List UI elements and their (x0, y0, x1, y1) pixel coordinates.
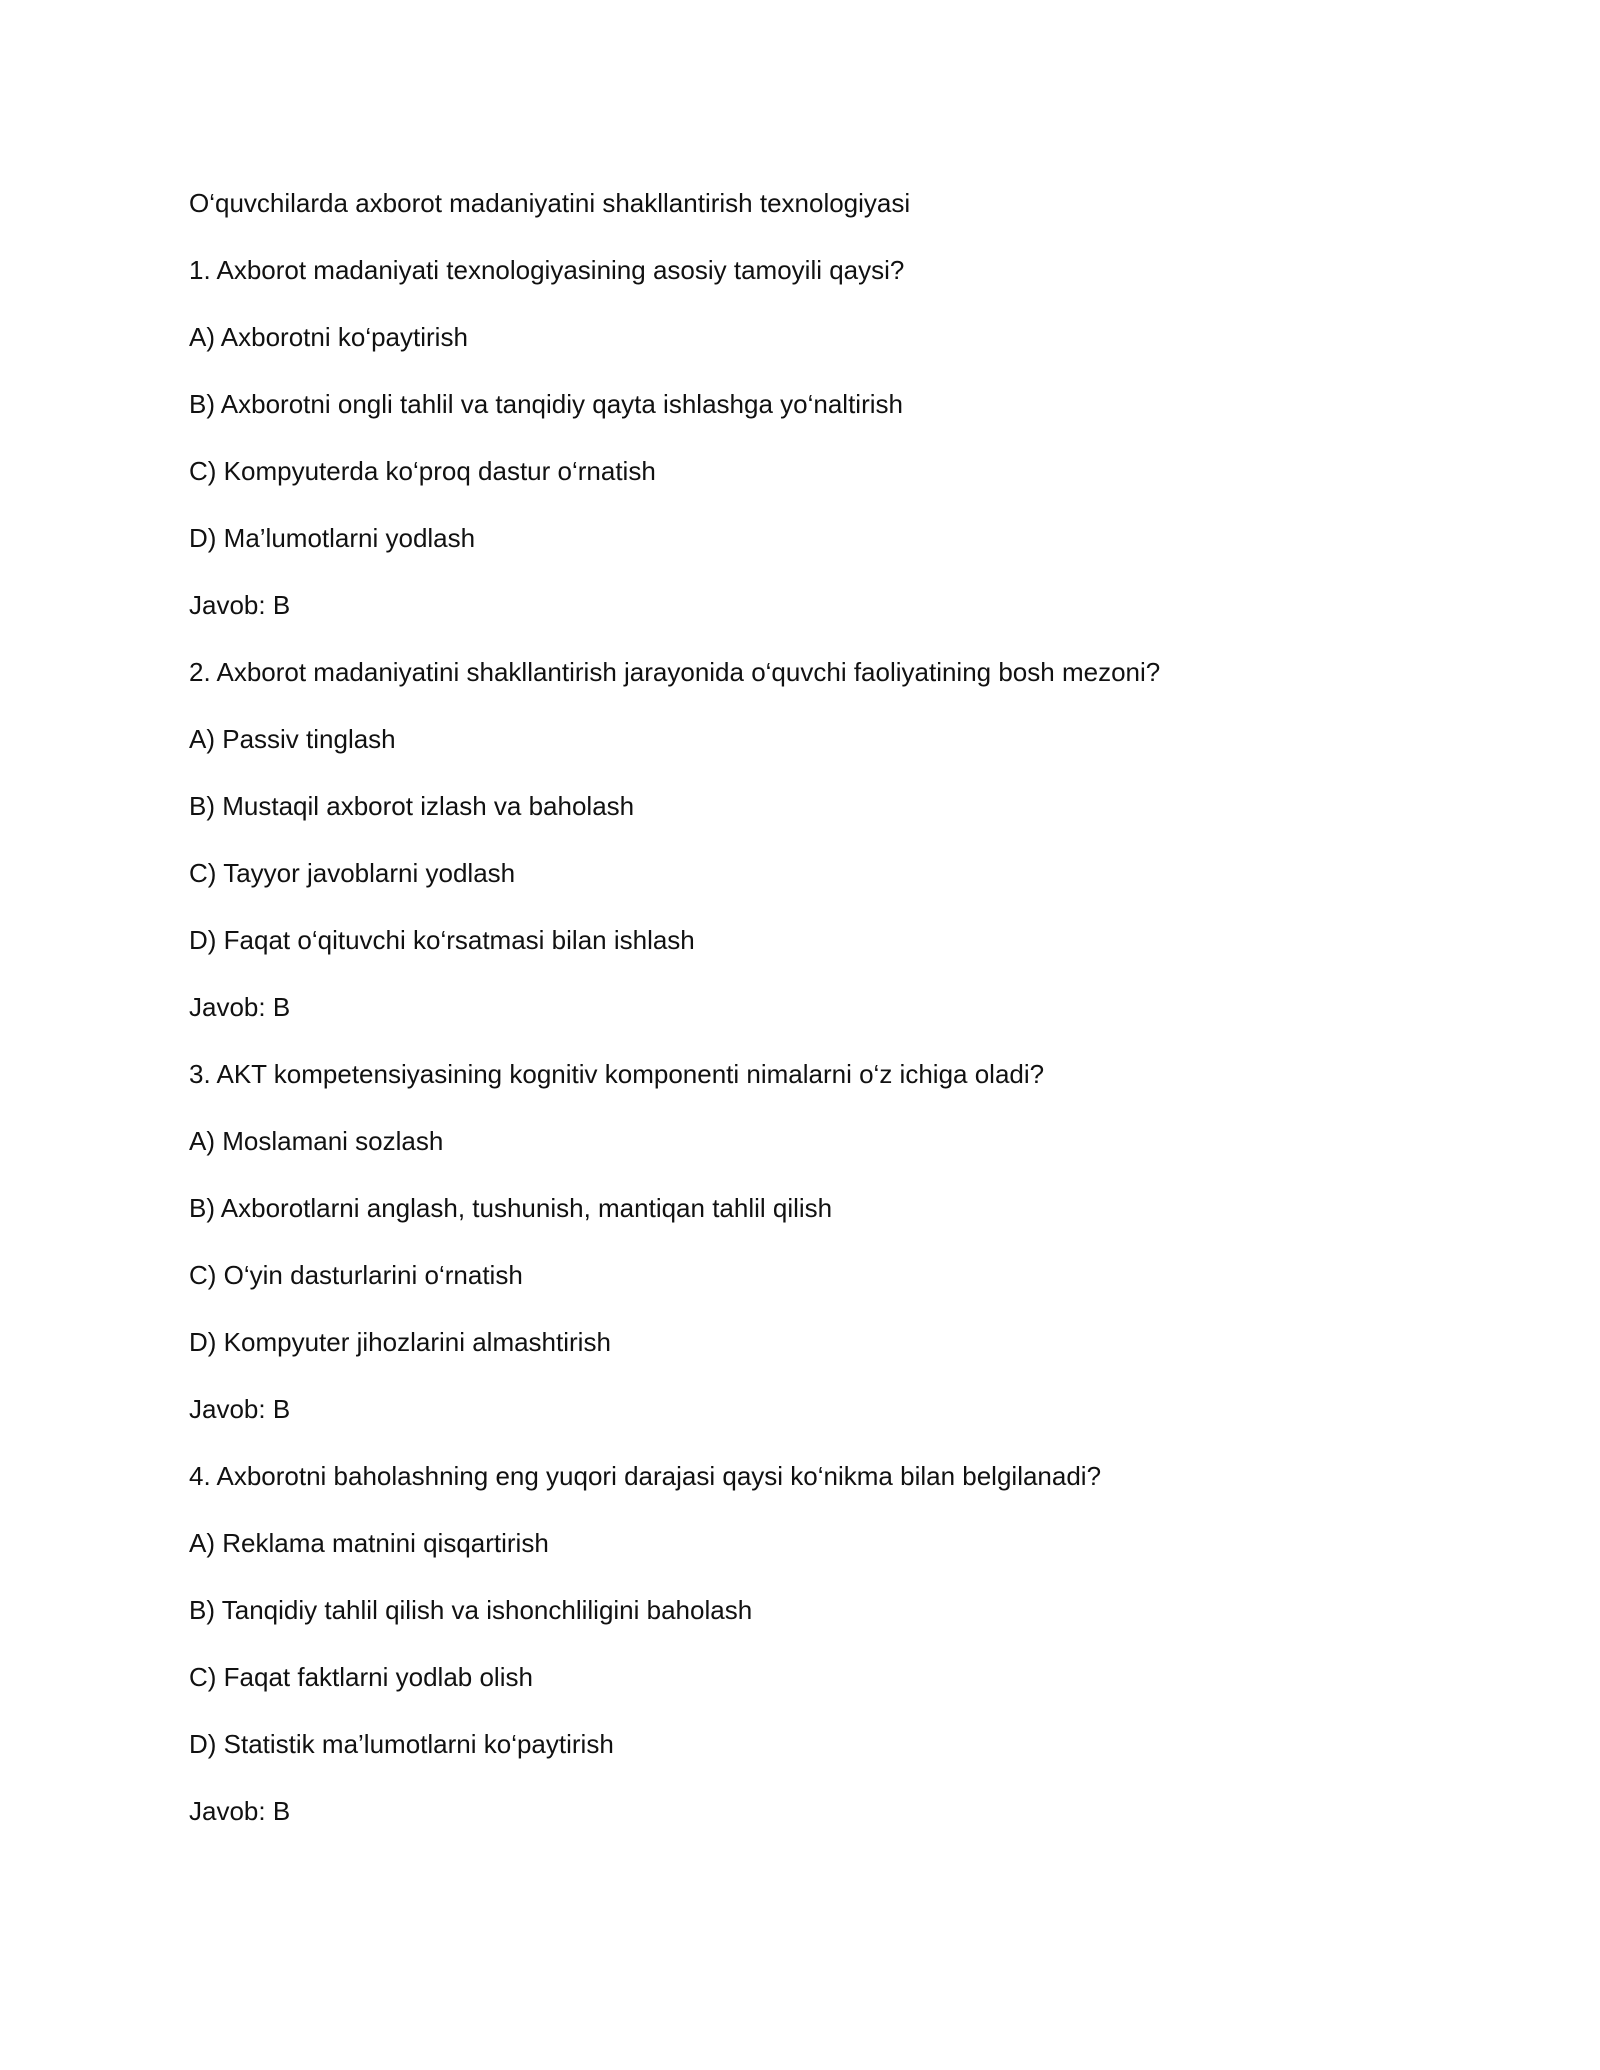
question-1-option-b: B) Axborotni ongli tahlil va tanqidiy qayta ishlashga yo‘naltirish (189, 389, 903, 419)
question-4-option-a: A) Reklama matnini qisqartirish (189, 1528, 549, 1558)
question-2-option-b: B) Mustaqil axborot izlash va baholash (189, 791, 635, 821)
question-2-answer: Javob: B (189, 992, 291, 1022)
document-title: O‘quvchilarda axborot madaniyatini shakllantirish texnologiyasi (189, 188, 911, 218)
document-body (189, 186, 1419, 1861)
question-4-text: 4. Axborotni baholashning eng yuqori darajasi qaysi ko‘nikma bilan belgilanadi? (189, 1461, 1102, 1491)
question-3-option-d: D) Kompyuter jihozlarini almashtirish (189, 1327, 611, 1357)
question-1-text: 1. Axborot madaniyati texnologiyasining asosiy tamoyili qaysi? (189, 255, 905, 285)
question-2-text: 2. Axborot madaniyatini shakllantirish jarayonida o‘quvchi faoliyatining bosh mezoni? (189, 657, 1161, 687)
question-3-text: 3. AKT kompetensiyasining kognitiv komponenti nimalarni o‘z ichiga oladi? (189, 1059, 1045, 1089)
question-2-option-d: D) Faqat o‘qituvchi ko‘rsatmasi bilan ishlash (189, 925, 695, 955)
question-2-option-c: C) Tayyor javoblarni yodlash (189, 858, 516, 888)
question-3-option-c: C) O‘yin dasturlarini o‘rnatish (189, 1260, 523, 1290)
question-1-option-a: A) Axborotni ko‘paytirish (189, 322, 468, 352)
question-1-option-d: D) Ma’lumotlarni yodlash (189, 523, 476, 553)
question-1-answer: Javob: B (189, 590, 291, 620)
question-4-option-d: D) Statistik ma’lumotlarni ko‘paytirish (189, 1729, 614, 1759)
question-4-option-b: B) Tanqidiy tahlil qilish va ishonchliligini baholash (189, 1595, 753, 1625)
question-2-option-a: A) Passiv tinglash (189, 724, 396, 754)
question-3-option-b: B) Axborotlarni anglash, tushunish, mantiqan tahlil qilish (189, 1193, 833, 1223)
question-3-option-a: A) Moslamani sozlash (189, 1126, 444, 1156)
question-3-answer: Javob: B (189, 1394, 291, 1424)
question-4-answer: Javob: B (189, 1796, 291, 1826)
question-4-option-c: C) Faqat faktlarni yodlab olish (189, 1662, 533, 1692)
question-1-option-c: C) Kompyuterda ko‘proq dastur o‘rnatish (189, 456, 656, 486)
